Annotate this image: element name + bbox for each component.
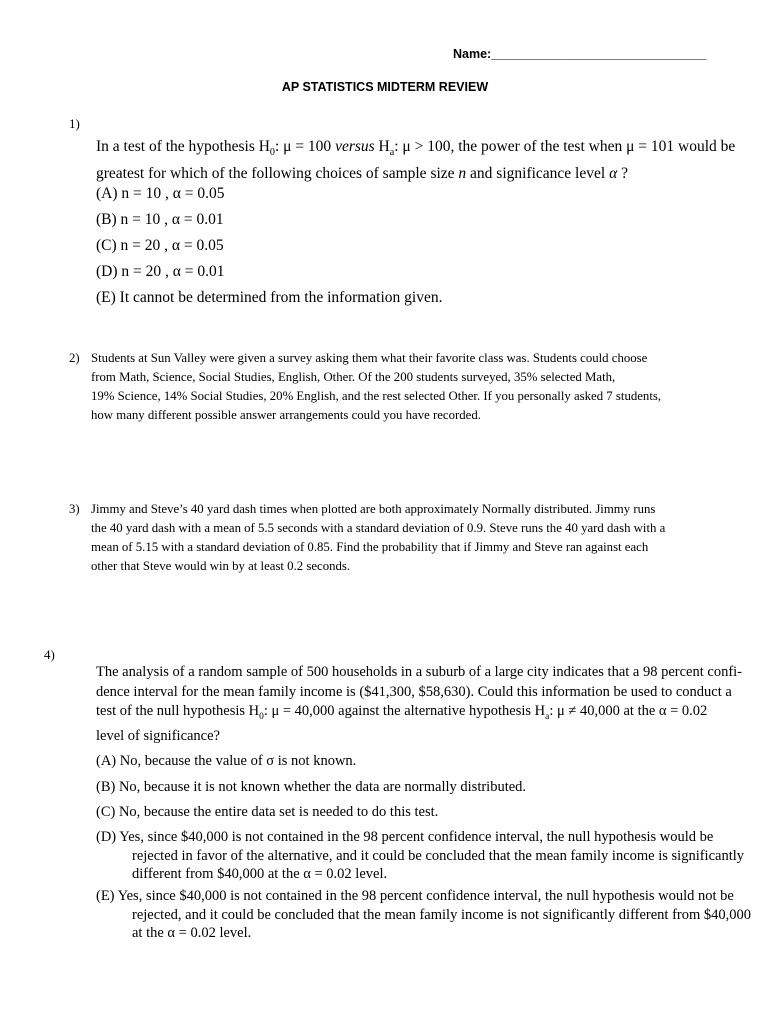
question-1-option-a[interactable]: (A) n = 10 , α = 0.05 <box>96 185 225 202</box>
question-2-line: how many different possible answer arrangements could you have recorded. <box>91 408 481 422</box>
question-3-line: Jimmy and Steve’s 40 yard dash times when plotted are both approximately Normally distributed. Jimmy runs <box>91 502 656 516</box>
option-d-line: (D) Yes, since $40,000 is not contained in the 98 percent confidence interval, the null hypothesis would be <box>96 829 714 845</box>
question-number-1: 1) <box>69 116 80 131</box>
question-number-3: 3) <box>69 502 80 516</box>
question-2-line: 19% Science, 14% Social Studies, 20% English, and the rest selected Other. If you personally asked 7 students, <box>91 389 662 403</box>
option-d-line: different from $40,000 at the α = 0.02 level. <box>132 866 388 882</box>
question-3-line: other that Steve would win by at least 0.2 seconds. <box>91 559 351 573</box>
question-1-stem <box>96 136 768 184</box>
question-4-line: level of significance? <box>96 728 220 745</box>
question-4-line: dence interval for the mean family income is ($41,300, $58,630). Could this information be used to conduct a <box>96 683 732 700</box>
name-label: Name: <box>453 47 492 61</box>
question-4-option-e[interactable] <box>96 887 766 943</box>
question-1-option-d[interactable]: (D) n = 20 , α = 0.01 <box>96 263 225 280</box>
question-4-option-c[interactable]: (C) No, because the entire data set is needed to do this test. <box>96 804 439 820</box>
question-1-option-b[interactable]: (B) n = 10 , α = 0.01 <box>96 211 224 228</box>
question-number-2: 2) <box>69 351 80 365</box>
option-e-line: at the α = 0.02 level. <box>132 925 252 941</box>
question-4-stem <box>96 663 766 747</box>
question-3-line: the 40 yard dash with a mean of 5.5 seconds with a standard deviation of 0.9. Steve runs the 40 yard dash with a <box>91 521 666 535</box>
question-3-text <box>91 500 741 576</box>
question-4-option-a[interactable]: (A) No, because the value of σ is not known. <box>96 753 357 769</box>
question-2-text <box>91 349 731 425</box>
question-1-line-1: In a test of the hypothesis $H_0$: μ = 100 versus $H_a$: μ > 100, the power of the test when μ = 101 would be <box>96 138 736 159</box>
page-title: AP STATISTICS MIDTERM REVIEW <box>281 80 489 94</box>
name-blank[interactable]: _______________________________ <box>491 47 707 61</box>
option-e-line: (E) Yes, since $40,000 is not contained in the 98 percent confidence interval, the null hypothesis would not be <box>96 888 734 904</box>
question-1-option-e[interactable]: (E) It cannot be determined from the information given. <box>96 289 443 306</box>
option-e-line: rejected, and it could be concluded that the mean family income is not significantly different from $40,000 <box>132 906 752 923</box>
name-field[interactable] <box>453 47 707 61</box>
question-4-line: The analysis of a random sample of 500 households in a suburb of a large city indicates that a 98 percent confi- <box>96 664 743 680</box>
question-1-option-c[interactable]: (C) n = 20 , α = 0.05 <box>96 237 224 254</box>
question-4-option-d[interactable] <box>96 828 766 884</box>
question-number-4: 4) <box>44 647 55 662</box>
question-2-line: Students at Sun Valley were given a survey asking them what their favorite class was. Students could choose <box>91 351 648 365</box>
option-d-line: rejected in favor of the alternative, and it could be concluded that the mean family income is significantly <box>132 847 745 864</box>
question-4-line: test of the null hypothesis $H_0$: μ = 40,000 against the alternative hypothesis $H_a$: μ ≠ 40,000 at the α = 0.02 <box>96 703 708 722</box>
question-1-line-2: greatest for which of the following choices of sample size n and significance level α ? <box>96 165 628 183</box>
question-2-line: from Math, Science, Social Studies, English, Other. Of the 200 students surveyed, 35% selected Math, <box>91 370 616 384</box>
question-4-option-b[interactable]: (B) No, because it is not known whether the data are normally distributed. <box>96 779 527 795</box>
question-3-line: mean of 5.15 with a standard deviation of 0.85. Find the probability that if Jimmy and Steve ran against each <box>91 540 649 554</box>
